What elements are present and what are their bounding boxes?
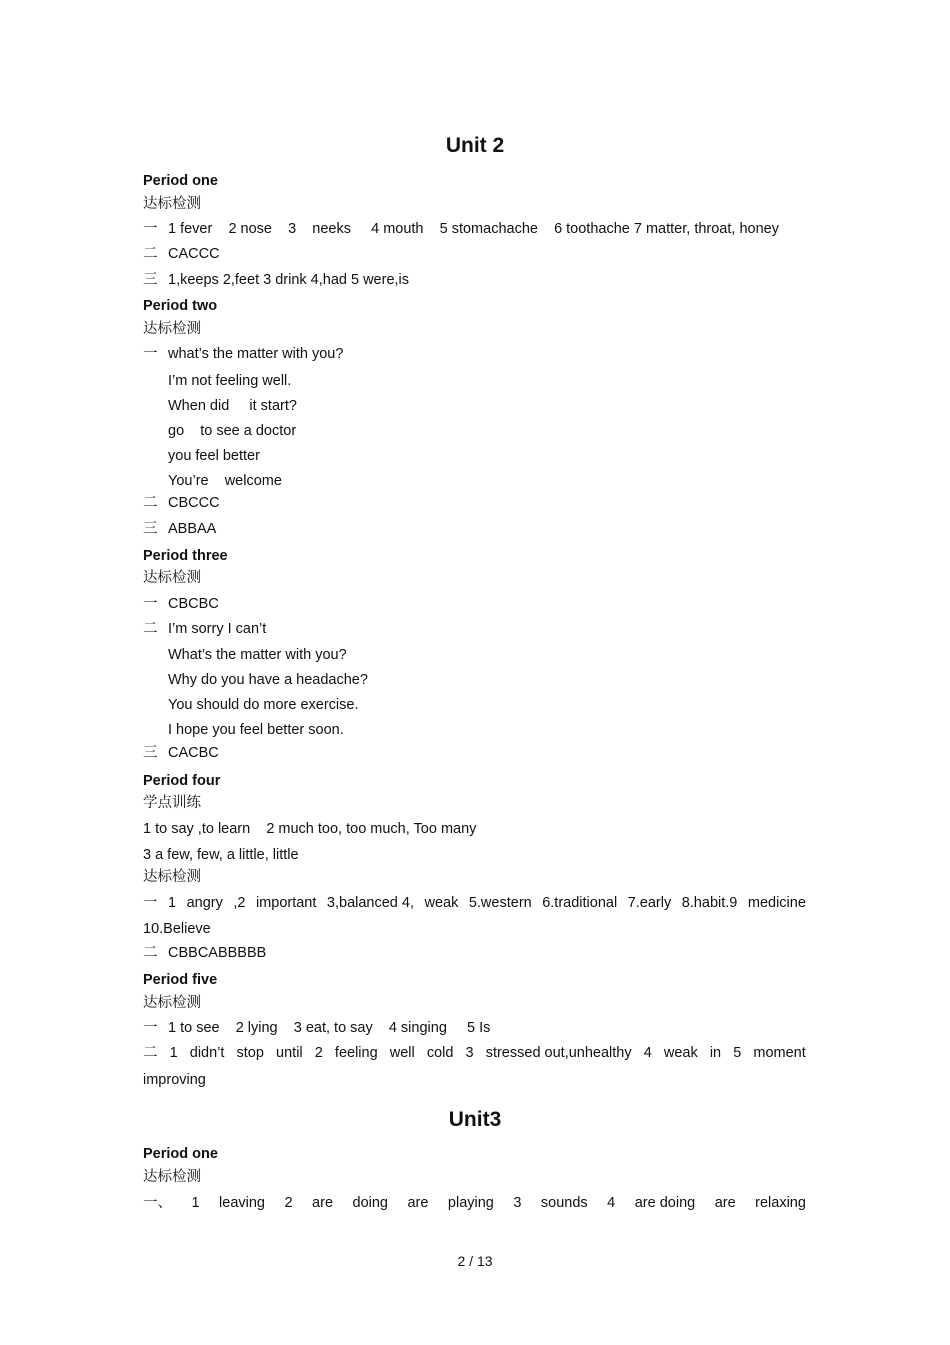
answer-word: doing: [352, 1195, 388, 1211]
answer-line: 3 a few, few, a little, little: [143, 847, 299, 863]
item-marker: 三: [143, 521, 158, 537]
answer-word: feeling: [334, 1045, 378, 1061]
section-label: 达标检测: [143, 570, 201, 586]
answer-word: are: [714, 1195, 736, 1211]
answer-line: I’m sorry I can’t: [168, 621, 267, 637]
answer-word: stressed out,unhealthy: [485, 1045, 632, 1061]
answer-line: What’s the matter with you?: [168, 647, 347, 663]
section-label: 达标检测: [143, 1169, 201, 1185]
answer-line: CBCBC: [168, 596, 219, 612]
answer-word: important: [255, 895, 317, 911]
answer-word: 7.early: [627, 895, 672, 911]
answer-line: Why do you have a headache?: [168, 672, 368, 688]
answer-line: improving: [143, 1072, 206, 1088]
answer-word: 2: [284, 1195, 293, 1211]
page-number: 2 / 13: [457, 1253, 493, 1269]
item-marker: 二: [143, 495, 158, 511]
answer-line: You should do more exercise.: [168, 697, 359, 713]
item-marker: 二: [143, 621, 158, 637]
answer-word: 5.western: [468, 895, 532, 911]
unit-3-title: Unit3: [448, 1108, 502, 1131]
section-label: 达标检测: [143, 995, 201, 1011]
answer-word: sounds: [540, 1195, 588, 1211]
section-label: 学点训练: [143, 795, 201, 811]
answer-word: 3,balanced 4,: [326, 895, 414, 911]
answer-line-justified: [143, 1046, 806, 1061]
answer-line: 1 fever 2 nose 3 neeks 4 mouth 5 stomachache 6 toothache 7 matter, throat, honey: [168, 221, 779, 237]
answer-line: ABBAA: [168, 521, 217, 537]
period-three-title: Period three: [143, 548, 228, 564]
item-marker: 一: [143, 346, 158, 362]
item-marker: 一: [143, 596, 158, 612]
item-marker: 一: [143, 221, 158, 237]
answer-line: CACCC: [168, 246, 220, 262]
answer-word: leaving: [219, 1195, 265, 1211]
unit-2-title: Unit 2: [445, 134, 505, 157]
item-marker: 二: [143, 1045, 158, 1061]
answer-line-justified: [143, 896, 806, 911]
answer-line: you feel better: [168, 448, 260, 464]
answer-word: 1: [191, 1195, 200, 1211]
answer-word: 8.habit.9: [681, 895, 738, 911]
answer-word: in: [709, 1045, 722, 1061]
answer-line: what’s the matter with you?: [168, 346, 344, 362]
period-one-title: Period one: [143, 173, 218, 189]
item-marker: 二: [143, 246, 158, 262]
answer-word: cold: [426, 1045, 454, 1061]
answer-word: 2: [314, 1045, 323, 1061]
period-one-title: Period one: [143, 1146, 218, 1162]
answer-line: 1,keeps 2,feet 3 drink 4,had 5 were,is: [168, 272, 410, 288]
answer-word: 1: [169, 1045, 178, 1061]
answer-word: ,2: [233, 895, 246, 911]
answer-line: go to see a doctor: [168, 423, 297, 439]
answer-word: 5: [733, 1045, 742, 1061]
section-label: 达标检测: [143, 869, 201, 885]
answer-line: 10.Believe: [143, 921, 211, 937]
answer-line: When did it start?: [168, 398, 297, 414]
answer-line: You’re welcome: [168, 473, 282, 489]
answer-word: 4: [643, 1045, 652, 1061]
item-marker: 三: [143, 745, 158, 761]
answer-word: until: [276, 1045, 303, 1061]
answer-word: are: [312, 1195, 334, 1211]
answer-word: 4: [607, 1195, 616, 1211]
answer-line: I’m not feeling well.: [168, 373, 292, 389]
answer-word: moment: [753, 1045, 806, 1061]
answer-word: stop: [236, 1045, 264, 1061]
answer-word: well: [389, 1045, 415, 1061]
answer-word: 6.traditional: [542, 895, 618, 911]
answer-line: CBBCABBBBB: [168, 945, 267, 961]
period-two-title: Period two: [143, 298, 218, 314]
answer-word: relaxing: [755, 1195, 806, 1211]
section-label: 达标检测: [143, 196, 201, 212]
item-marker: 三: [143, 272, 158, 288]
period-four-title: Period four: [143, 773, 221, 789]
answer-word: playing: [447, 1195, 494, 1211]
section-label: 达标检测: [143, 321, 201, 337]
period-five-title: Period five: [143, 972, 218, 988]
answer-line: I hope you feel better soon.: [168, 722, 344, 738]
answer-word: medicine: [747, 895, 806, 911]
answer-word: 1: [168, 895, 177, 911]
item-marker: 二: [143, 945, 158, 961]
answer-word: angry: [186, 895, 223, 911]
answer-word: 3: [465, 1045, 474, 1061]
item-marker: 一: [143, 1020, 158, 1036]
answer-line-justified: [143, 1196, 806, 1211]
answer-word: weak: [424, 895, 459, 911]
answer-line: 1 to say ,to learn 2 much too, too much, Too many: [143, 821, 477, 837]
answer-word: 3: [513, 1195, 522, 1211]
answer-word: are: [407, 1195, 429, 1211]
answer-word: weak: [663, 1045, 698, 1061]
answer-line: 1 to see 2 lying 3 eat, to say 4 singing 5 Is: [168, 1020, 491, 1036]
answer-line: CBCCC: [168, 495, 220, 511]
answer-word: didn’t: [189, 1045, 225, 1061]
answer-word: are doing: [634, 1195, 696, 1211]
item-marker: 一、: [143, 1195, 172, 1211]
item-marker: 一: [143, 895, 158, 911]
answer-line: CACBC: [168, 745, 219, 761]
